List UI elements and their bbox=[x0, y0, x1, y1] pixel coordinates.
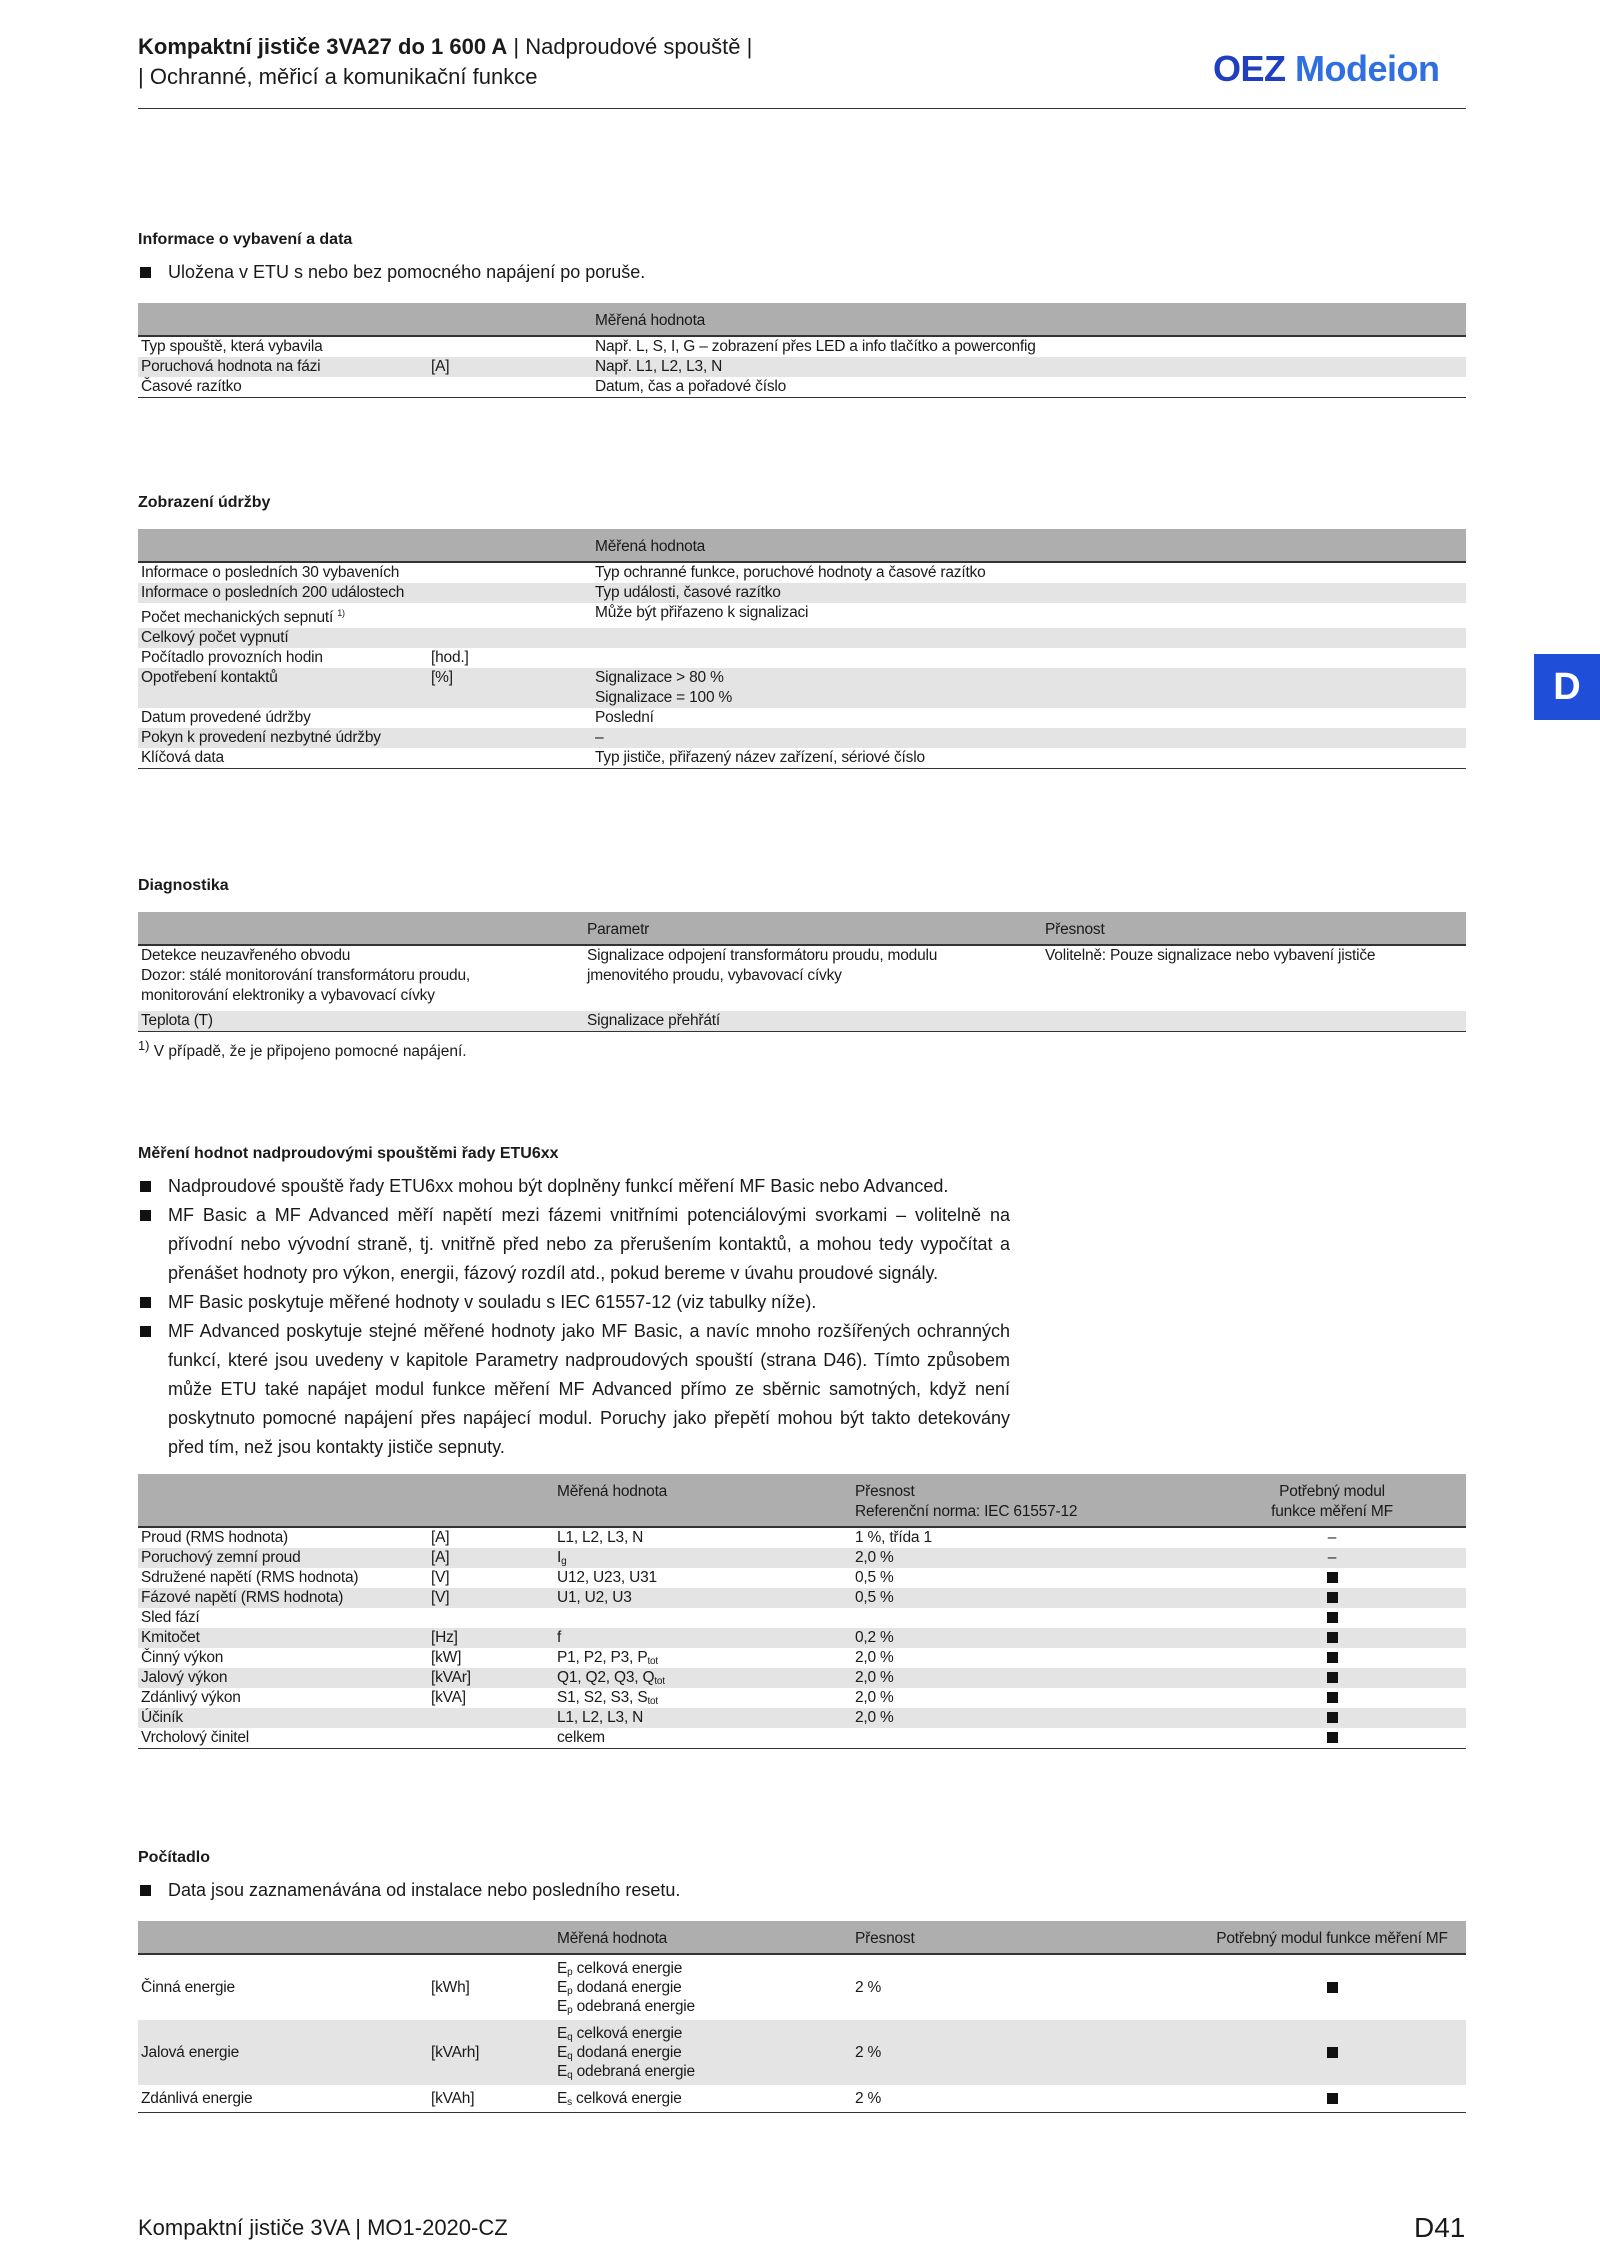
row-value: celkem bbox=[554, 1728, 852, 1749]
row-value bbox=[554, 1608, 852, 1628]
row-parameter: Signalizace přehřátí bbox=[584, 1011, 1042, 1032]
row-value: Typ ochranné funkce, poruchové hodnoty a časové razítko bbox=[595, 564, 986, 581]
row-accuracy: 1 %, třída 1 bbox=[855, 1529, 932, 1546]
row-unit: [hod.] bbox=[431, 649, 469, 667]
mf-required bbox=[1198, 1648, 1466, 1668]
required-marker bbox=[1327, 1592, 1338, 1603]
row-unit bbox=[428, 377, 592, 398]
row-unit: [A] bbox=[431, 1529, 450, 1546]
brand-logo bbox=[1213, 48, 1440, 90]
row-value: Datum, čas a pořadové číslo bbox=[592, 377, 1466, 398]
row-unit: [kVA] bbox=[431, 1689, 466, 1706]
row-value: Typ události, časové razítko bbox=[592, 583, 1466, 603]
row-parameter: Signalizace odpojení transformátoru proudu, modulu jmenovitého proudu, vybavovací cívky bbox=[587, 947, 938, 984]
section-equipment-info bbox=[138, 230, 1466, 398]
mf-required bbox=[1198, 1608, 1466, 1628]
bullet-item: MF Advanced poskytuje stejné měřené hodnoty jako MF Basic, a navíc mnoho rozšířených ochranných funkcí, které jsou uvedeny v kapitole Parametry nadproudových spouští (strana D46). Tímto způsobem může ETU také napájet modul funkce měření MF Advanced přímo ze sběrnic samotných, když není poskytnuto pomocné napájení přes napájecí modul. Poruchy jako přepětí mohou být takto detekovány před tím, než jsou kontakty jističe sepnuty. bbox=[138, 1317, 1010, 1462]
row-label: Kmitočet bbox=[138, 1628, 428, 1648]
row-unit bbox=[428, 1728, 554, 1749]
row-value bbox=[592, 628, 1466, 648]
row-value: Např. L, S, I, G – zobrazení přes LED a info tlačítko a powerconfig bbox=[595, 338, 1036, 355]
row-label: Detekce neuzavřeného obvodu Dozor: stálé monitorování transformátoru proudu, monitorování elektroniky a vybavovací cívky bbox=[141, 947, 470, 1004]
footnote: $^{1)}$ V případě, že je připojeno pomocné napájení. bbox=[138, 1038, 467, 1061]
row-unit bbox=[428, 628, 592, 648]
row-accuracy: 2,0 % bbox=[855, 1649, 894, 1666]
mf-required bbox=[1198, 1728, 1466, 1749]
section-title: Měření hodnot nadproudovými spouštěmi řady ETU6xx bbox=[138, 1145, 559, 1162]
row-unit: [kW] bbox=[431, 1649, 462, 1666]
table-row bbox=[138, 648, 1466, 668]
row-label: Poruchová hodnota na fázi bbox=[138, 357, 428, 377]
section-title: Zobrazení údržby bbox=[138, 494, 271, 511]
row-value: Může být přiřazeno k signalizaci bbox=[595, 604, 809, 621]
row-unit: [V] bbox=[431, 1569, 450, 1586]
row-unit: [%] bbox=[428, 668, 592, 708]
mf-required bbox=[1198, 1708, 1466, 1728]
row-label: Zdánlivá energie bbox=[138, 2085, 428, 2113]
required-marker bbox=[1327, 2093, 1338, 2104]
section-title: Diagnostika bbox=[138, 877, 229, 894]
table-row bbox=[138, 562, 1466, 583]
mf-required bbox=[1198, 1668, 1466, 1688]
section-diagnostics bbox=[138, 876, 1466, 1062]
mf-required: – bbox=[1198, 1548, 1466, 1568]
row-label: Zdánlivý výkon bbox=[141, 1689, 241, 1706]
table-row bbox=[138, 728, 1466, 748]
row-unit: [kWh] bbox=[431, 1978, 470, 1996]
row-accuracy bbox=[852, 1608, 1198, 1628]
table-row bbox=[138, 708, 1466, 728]
table-row bbox=[138, 357, 1466, 377]
row-label: Vrcholový činitel bbox=[138, 1728, 428, 1749]
row-unit bbox=[428, 1608, 554, 1628]
required-marker bbox=[1327, 1612, 1338, 1623]
footer-doc-ref: Kompaktní jističe 3VA | MO1-2020-CZ bbox=[138, 2215, 508, 2240]
maintenance-table bbox=[138, 529, 1466, 769]
required-marker bbox=[1327, 1732, 1338, 1743]
row-unit: [kVArh] bbox=[428, 2020, 554, 2085]
row-value: L1, L2, L3, N bbox=[554, 1708, 852, 1728]
row-label: Sled fází bbox=[141, 1609, 200, 1626]
row-value: $I_g$ bbox=[554, 1548, 852, 1568]
row-label: Typ spouště, která vybavila bbox=[141, 338, 323, 355]
table-row bbox=[138, 583, 1466, 603]
row-label: Počítadlo provozních hodin bbox=[141, 649, 323, 667]
row-unit bbox=[428, 336, 592, 357]
header-subtitle: | Ochranné, měřicí a komunikační funkce bbox=[138, 64, 538, 89]
page-number: D41 bbox=[1414, 2212, 1466, 2243]
row-value: $E_q$ celková energie $E_q$ dodaná energie $E_q$ odebraná energie bbox=[554, 2020, 852, 2085]
required-marker bbox=[1327, 2047, 1338, 2058]
row-value: $E_s$ celková energie bbox=[554, 2085, 852, 2113]
table-row bbox=[138, 1548, 1466, 1568]
row-unit bbox=[428, 708, 592, 728]
row-value: Poslední bbox=[595, 709, 654, 727]
required-marker bbox=[1327, 1572, 1338, 1583]
row-label: Teplota (T) bbox=[138, 1011, 584, 1032]
row-label: Klíčová data bbox=[138, 748, 428, 769]
row-unit: [A] bbox=[428, 1548, 554, 1568]
row-unit: [kVAr] bbox=[428, 1668, 554, 1688]
table-row bbox=[138, 2020, 1466, 2085]
col-header: Měřená hodnota bbox=[592, 529, 1466, 562]
row-value: L1, L2, L3, N bbox=[557, 1529, 644, 1546]
row-accuracy: 2 % bbox=[855, 1978, 882, 1996]
row-label: Celkový počet vypnutí bbox=[138, 628, 428, 648]
bullet-item: MF Basic poskytuje měřené hodnoty v souladu s IEC 61557-12 (viz tabulky níže). bbox=[138, 1288, 1010, 1317]
row-unit bbox=[428, 748, 592, 769]
table-row bbox=[138, 668, 1466, 708]
row-label: Informace o posledních 200 událostech bbox=[138, 583, 428, 603]
table-row bbox=[138, 1608, 1466, 1628]
row-label: Opotřebení kontaktů bbox=[138, 668, 428, 708]
table-row bbox=[138, 748, 1466, 769]
page-header bbox=[138, 32, 752, 92]
row-value: f bbox=[554, 1628, 852, 1648]
required-marker bbox=[1327, 1692, 1338, 1703]
table-row bbox=[138, 1954, 1466, 2020]
col-header: Přesnost bbox=[852, 1921, 1198, 1954]
row-value: U12, U23, U31 bbox=[557, 1569, 657, 1586]
row-accuracy: 2 % bbox=[852, 2085, 1198, 2113]
row-accuracy bbox=[852, 1728, 1198, 1749]
mf-required bbox=[1198, 1588, 1466, 1608]
section-title: Počítadlo bbox=[138, 1849, 211, 1866]
table-row bbox=[138, 2085, 1466, 2113]
table-row bbox=[138, 1728, 1466, 1749]
required-marker bbox=[1327, 1652, 1338, 1663]
row-label: Časové razítko bbox=[138, 377, 428, 398]
row-unit: [A] bbox=[428, 357, 592, 377]
counter-table bbox=[138, 1921, 1466, 2113]
row-label: Informace o posledních 30 vybaveních bbox=[141, 564, 400, 581]
row-label: Účiník bbox=[138, 1708, 428, 1728]
row-value: P1, P2, P3, $P_{tot}$ bbox=[557, 1649, 658, 1667]
mf-required: – bbox=[1327, 1529, 1337, 1546]
bullet-item: Uložena v ETU s nebo bez pomocného napájení po poruše. bbox=[138, 258, 1466, 287]
row-label: Poruchový zemní proud bbox=[138, 1548, 428, 1568]
measurement-table bbox=[138, 1474, 1466, 1749]
row-value: $E_p$ celková energie $E_p$ dodaná energie $E_p$ odebraná energie bbox=[557, 1960, 695, 2016]
required-marker bbox=[1327, 1982, 1338, 1993]
row-label: Počet mechanických sepnutí $^{1)}$ bbox=[141, 608, 345, 627]
row-value: S1, S2, S3, $S_{tot}$ bbox=[557, 1689, 658, 1707]
row-accuracy: 2,0 % bbox=[852, 1668, 1198, 1688]
section-title: Informace o vybavení a data bbox=[138, 231, 353, 248]
row-unit bbox=[428, 603, 592, 628]
row-unit: [Hz] bbox=[428, 1628, 554, 1648]
row-value: – bbox=[592, 728, 1466, 748]
bullet-item: MF Basic a MF Advanced měří napětí mezi fázemi vnitřními potenciálovými svorkami – volitelně na přívodní nebo vývodní straně, tj. vnitřně před nebo za přerušením kontaktů, a mohou tedy vypočítat a přenášet hodnoty pro výkon, energii, fázový rozdíl atd., pokud bereme v úvahu proudové signály. bbox=[138, 1201, 1010, 1288]
row-unit bbox=[428, 562, 592, 583]
row-accuracy: 0,5 % bbox=[852, 1588, 1198, 1608]
row-unit bbox=[428, 583, 592, 603]
row-unit bbox=[428, 1708, 554, 1728]
header-divider bbox=[138, 108, 1466, 109]
row-label: Činný výkon bbox=[141, 1649, 224, 1666]
section-tab: D bbox=[1534, 654, 1600, 720]
equipment-info-table bbox=[138, 303, 1466, 398]
header-title-rest: | Nadproudové spouště | bbox=[507, 34, 753, 59]
row-label: Fázové napětí (RMS hodnota) bbox=[138, 1588, 428, 1608]
col-header: Přesnost bbox=[1042, 912, 1466, 945]
mf-required bbox=[1198, 1688, 1466, 1708]
table-row bbox=[138, 1648, 1466, 1668]
row-label: Datum provedené údržby bbox=[141, 709, 311, 727]
required-marker bbox=[1327, 1632, 1338, 1643]
table-row bbox=[138, 1688, 1466, 1708]
mf-required bbox=[1198, 1568, 1466, 1588]
col-header: Měřená hodnota bbox=[554, 1474, 852, 1527]
section-maintenance bbox=[138, 493, 1466, 769]
section-measurement bbox=[138, 1144, 1466, 1749]
logo-oez: OEZ bbox=[1213, 48, 1286, 89]
mf-required bbox=[1198, 1628, 1466, 1648]
col-header: Měřená hodnota bbox=[554, 1921, 852, 1954]
row-accuracy: 0,5 % bbox=[855, 1569, 894, 1586]
bullet-list bbox=[138, 1172, 1010, 1462]
row-accuracy: 2,0 % bbox=[852, 1708, 1198, 1728]
row-label: Sdružené napětí (RMS hodnota) bbox=[141, 1569, 359, 1586]
header-title-bold: Kompaktní jističe 3VA27 do 1 600 A bbox=[138, 34, 508, 59]
bullet-item: Data jsou zaznamenávána od instalace nebo posledního resetu. bbox=[138, 1876, 1466, 1905]
row-unit: [kVAh] bbox=[428, 2085, 554, 2113]
row-label: Proud (RMS hodnota) bbox=[141, 1529, 288, 1546]
col-header: Parametr bbox=[584, 912, 1042, 945]
row-accuracy: 0,2 % bbox=[852, 1628, 1198, 1648]
row-accuracy bbox=[1042, 1011, 1466, 1032]
required-marker bbox=[1327, 1712, 1338, 1723]
row-label: Jalová energie bbox=[138, 2020, 428, 2085]
row-value bbox=[592, 648, 1466, 668]
table-row bbox=[138, 336, 1466, 357]
col-header: Přesnost Referenční norma: IEC 61557-12 bbox=[852, 1474, 1198, 1527]
col-header: Měřená hodnota bbox=[592, 303, 1466, 336]
table-row bbox=[138, 1568, 1466, 1588]
mf-required bbox=[1198, 2085, 1466, 2113]
bullet-item: Nadproudové spouště řady ETU6xx mohou být doplněny funkcí měření MF Basic nebo Advanced. bbox=[138, 1172, 1010, 1201]
diagnostics-table bbox=[138, 912, 1466, 1032]
row-value: Typ jističe, přiřazený název zařízení, sériové číslo bbox=[592, 748, 1466, 769]
table-row bbox=[138, 1011, 1466, 1032]
row-unit bbox=[428, 728, 592, 748]
table-row bbox=[138, 377, 1466, 398]
table-row bbox=[138, 603, 1466, 628]
row-value: Signalizace > 80 % Signalizace = 100 % bbox=[592, 668, 1466, 708]
row-label: Jalový výkon bbox=[138, 1668, 428, 1688]
table-row bbox=[138, 628, 1466, 648]
logo-modeion: Modeion bbox=[1295, 48, 1440, 89]
row-value: Např. L1, L2, L3, N bbox=[592, 357, 1466, 377]
row-value: Q1, Q2, Q3, $Q_{tot}$ bbox=[554, 1668, 852, 1688]
col-header: Potřebný modul funkce měření MF bbox=[1198, 1474, 1466, 1527]
row-accuracy: 2 % bbox=[852, 2020, 1198, 2085]
table-row bbox=[138, 1588, 1466, 1608]
mf-required bbox=[1198, 2020, 1466, 2085]
row-unit: [V] bbox=[428, 1588, 554, 1608]
row-label: Činná energie bbox=[141, 1978, 235, 1996]
table-row bbox=[138, 1628, 1466, 1648]
table-row bbox=[138, 1668, 1466, 1688]
row-accuracy: 2,0 % bbox=[852, 1548, 1198, 1568]
col-header: Potřebný modul funkce měření MF bbox=[1198, 1921, 1466, 1954]
table-row bbox=[138, 1527, 1466, 1548]
row-label: Pokyn k provedení nezbytné údržby bbox=[138, 728, 428, 748]
row-accuracy: 2,0 % bbox=[855, 1689, 894, 1706]
mf-required bbox=[1198, 1954, 1466, 2020]
row-accuracy: Volitelně: Pouze signalizace nebo vybavení jističe bbox=[1045, 947, 1376, 964]
section-counter bbox=[138, 1848, 1466, 2113]
row-value: U1, U2, U3 bbox=[554, 1588, 852, 1608]
required-marker bbox=[1327, 1672, 1338, 1683]
table-row bbox=[138, 1708, 1466, 1728]
table-row bbox=[138, 945, 1466, 1011]
